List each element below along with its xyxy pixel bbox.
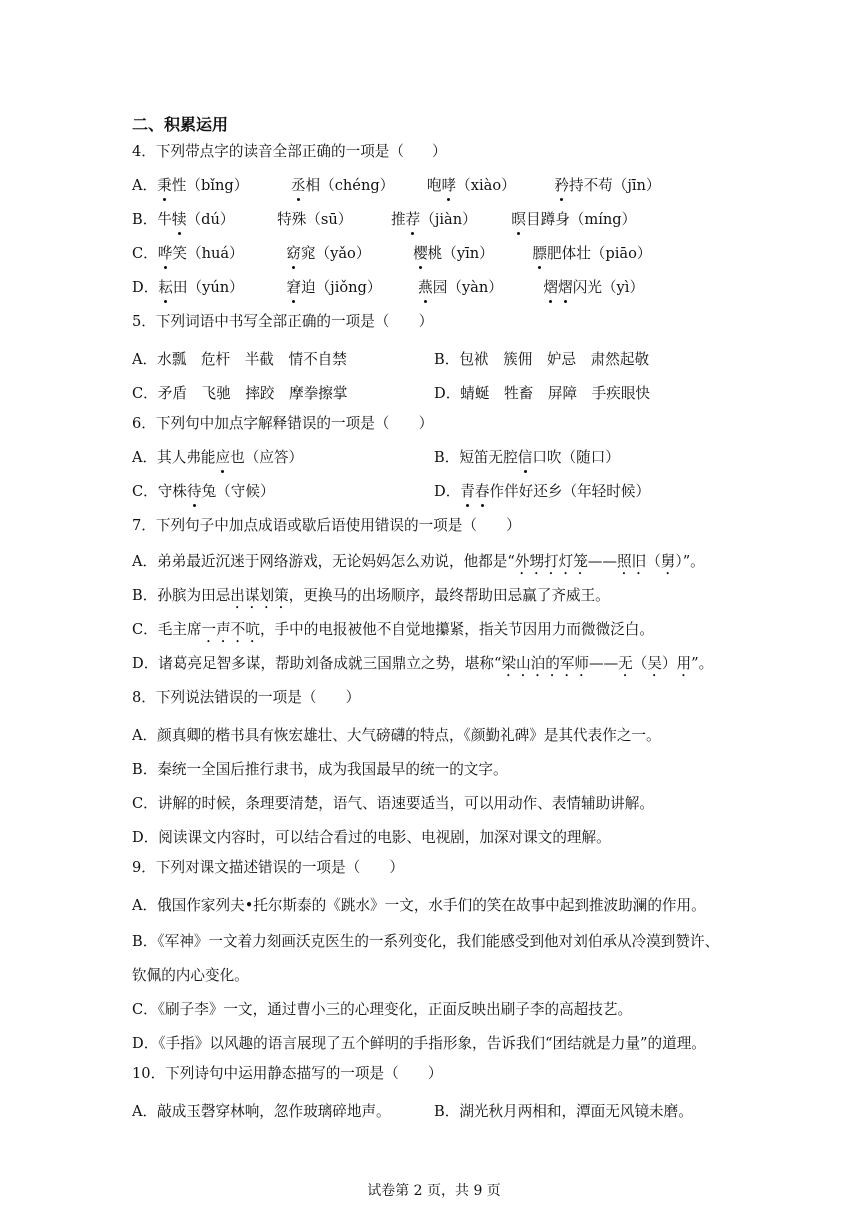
q10-option-b: B．湖光秋月两相和，潭面无风镜未磨。 <box>434 1103 693 1120</box>
q9-option-a: A．俄国作家列夫•托尔斯泰的《跳水》一文，水手们的笑在故事中起到推波助澜的作用。 <box>132 897 706 914</box>
question-4-stem: 4．下列带点字的读音全部正确的一项是（ ） <box>132 143 447 160</box>
section-title: 二、积累运用 <box>132 115 229 134</box>
q4-option-d: D．耘田（yún） 窘迫（jiǒng） 燕园（yàn） 熠熠闪光（yì） <box>132 279 645 296</box>
q4-option-c: C．哗笑（huá） 窈窕（yǎo） 樱桃（yīn） 膘肥体壮（piāo） <box>132 245 652 262</box>
q6-option-d: D．青春作伴好还乡（年轻时候） <box>434 483 651 500</box>
q5-option-b: B．包袱 簇佣 妒忌 肃然起敬 <box>434 351 650 368</box>
q4-option-b: B．牛犊（dú） 特殊（sū） 推荐（jiàn） 暝目蹲身（míng） <box>132 211 637 228</box>
q7-option-c: C．毛主席一声不吭，手中的电报被他不自觉地攥紧，指关节因用力而微微泛白。 <box>132 621 654 638</box>
page-footer: 试卷第 2 页，共 9 页 <box>367 1183 501 1199</box>
q9-option-d: D．《手指》以风趣的语言展现了五个鲜明的手指形象，告诉我们“团结就是力量”的道理。 <box>132 1035 706 1052</box>
q8-option-d: D．阅读课文内容时，可以结合看过的电影、电视剧，加深对课文的理解。 <box>132 829 611 846</box>
q8-option-c: C．讲解的时候，条理要清楚，语气、语速要适当，可以用动作、表情辅助讲解。 <box>132 795 654 812</box>
question-7-stem: 7．下列句子中加点成语或歇后语使用错误的一项是（ ） <box>132 517 521 534</box>
q4-option-a: A．秉性（bǐng） 丞相（chéng） 咆哮（xiào） 矜持不苟（jīn） <box>132 177 661 194</box>
q7-option-d: D．诸葛亮足智多谋，帮助刘备成就三国鼎立之势，堪称“梁山泊的军师——无（吴）用”。 <box>132 655 714 672</box>
q5-option-d: D．蜻蜒 牲畜 屏障 手疾眼快 <box>434 385 651 402</box>
q9-option-b-line1: B．《军神》一文着力刻画沃克医生的一系列变化，我们能感受到他对刘伯承从冷漠到赞许、 <box>132 933 720 950</box>
q10-option-a: A．敲成玉磬穿林响，忽作玻璃碎地声。 <box>132 1103 391 1120</box>
question-9-stem: 9．下列对课文描述错误的一项是（ ） <box>132 859 404 876</box>
q5-option-c: C．矛盾 飞驰 摔跤 摩拳擦掌 <box>132 385 348 402</box>
question-5-stem: 5．下列词语中书写全部正确的一项是（ ） <box>132 313 434 330</box>
q9-option-b-line2: 钦佩的内心变化。 <box>132 967 249 984</box>
q6-option-a: A．其人弗能应也（应答） <box>132 449 304 466</box>
q5-option-a: A．水瓢 危杆 半截 情不自禁 <box>132 351 347 368</box>
q8-option-a: A．颜真卿的楷书具有恢宏雄壮、大气磅礴的特点，《颜勤礼碑》是其代表作之一。 <box>132 727 661 744</box>
question-6-stem: 6．下列句中加点字解释错误的一项是（ ） <box>132 415 434 432</box>
question-10-stem: 10．下列诗句中运用静态描写的一项是（ ） <box>132 1065 443 1082</box>
q7-option-b: B．孙膑为田忌出谋划策，更换马的出场顺序，最终帮助田忌赢了齐威王。 <box>132 587 610 604</box>
question-8-stem: 8．下列说法错误的一项是（ ） <box>132 689 361 706</box>
q6-option-c: C．守株待兔（守候） <box>132 483 275 500</box>
q9-option-c: C．《刷子李》一文，通过曹小三的心理变化，正面反映出刷子李的高超技艺。 <box>132 1001 633 1018</box>
q6-option-b: B．短笛无腔信口吹（随口） <box>434 449 620 466</box>
q7-option-a: A．弟弟最近沉迷于网络游戏，无论妈妈怎么劝说，他都是“外甥打灯笼——照旧（舅）”。 <box>132 553 705 570</box>
q8-option-b: B．秦统一全国后推行隶书，成为我国最早的统一的文字。 <box>132 761 508 778</box>
